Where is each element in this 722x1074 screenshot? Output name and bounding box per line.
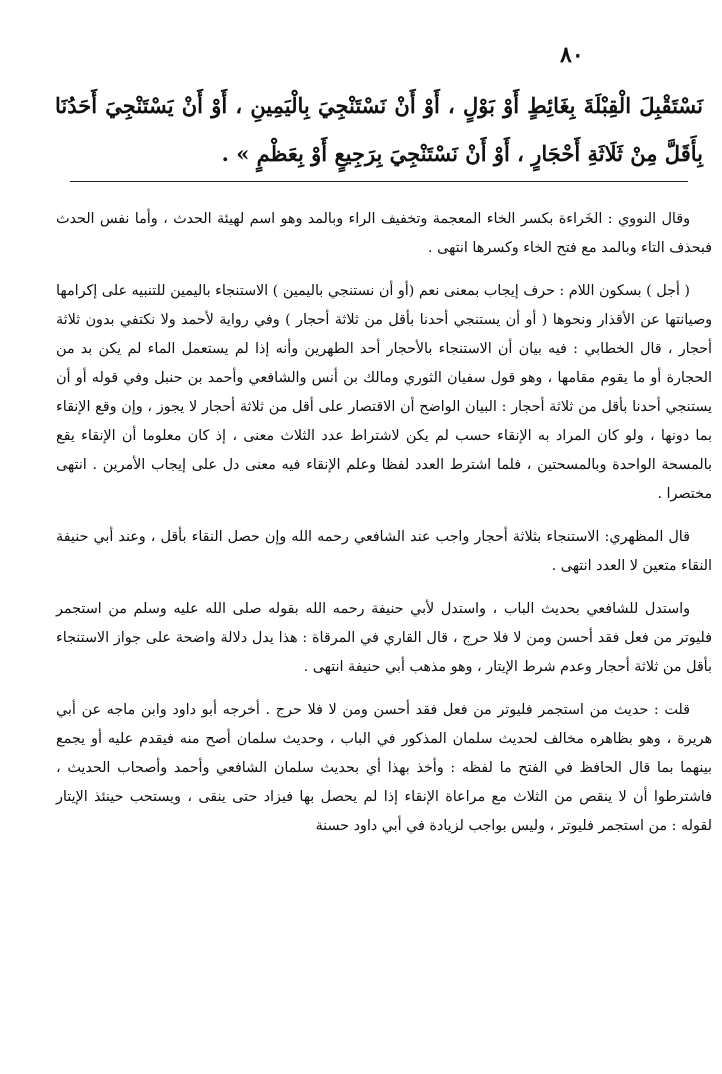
commentary-paragraph: واستدل للشافعي بحديث الباب ، واستدل لأبي حنيفة رحمه الله بقوله صلى الله عليه وسلم من استجمر فليوتر من فعل فقد أحسن ومن لا فلا حرج ، قال القاري في المرقاة : هذا يدل دلالة واضحة على جواز الاستنجاء بأقل من ثلاثة أحجار وعدم شرط الإيتار ، وهو مذهب أبي حنيفة انتهى . <box>56 601 712 675</box>
section-divider <box>70 181 688 182</box>
commentary-body <box>56 205 712 855</box>
hadith-text: نَسْتَقْبِلَ الْقِبْلَةَ بِغَائِطٍ أَوْ بَوْلٍ ، أَوْ أَنْ نَسْتَنْجِيَ بِالْيَمِينِ ، أَوْ أَنْ يَسْتَنْجِيَ أَحَدُنَا بِأَقَلَّ مِنْ ثَلَاثَةِ أَحْجَارٍ ، أَوْ أَنْ نَسْتَنْجِيَ بِرَجِيعٍ أَوْ بِعَظْمٍ » . <box>55 93 703 166</box>
commentary-paragraph: وقال النووي : الخَراءة بكسر الخاء المعجمة وتخفيف الراء وبالمد وهو اسم لهيئة الحدث ، وأما نفس الحدث فبحذف التاء وبالمد مع فتح الخاء وكسرها انتهى . <box>56 211 712 256</box>
page-number: ٨٠ <box>560 42 584 68</box>
commentary-paragraph: قال المظهري: الاستنجاء بثلاثة أحجار واجب عند الشافعي رحمه الله وإن حصل النقاء بأقل ، وعند أبي حنيفة النقاء متعين لا العدد انتهى . <box>56 529 712 574</box>
commentary-paragraph: ( أجل ) بسكون اللام : حرف إيجاب بمعنى نعم (أو أن نستنجي باليمين ) الاستنجاء باليمين للتنبيه على إكرامها وصيانتها عن الأقذار ونحوها ( أو أن يستنجي أحدنا بأقل من ثلاثة أحجار ) وفي رواية لأحمد ولا نكتفي بدون ثلاثة أحجار ، قال الخطابي : فيه بيان أن الاستنجاء بالأحجار أحد الطهرين وأنه إذا لم يستعمل الماء لم يكن بد من الحجارة أو ما يقوم مقامها ، وهو قول سفيان الثوري ومالك بن أنس والشافعي وأحمد بن حنبل وفي قوله أو أن يستنجي أحدنا بأقل من ثلاثة أحجار : البيان الواضح أن الاقتصار على أقل من ثلاثة أحجار لا يجوز ، وإن وقع الإنقاء بما دونها ، ولو كان المراد به الإنقاء حسب لم يكن لاشتراط عدد الثلاث معنى ، إذ كان معلوما أن الإنقاء يقع بالمسحة الواحدة وبالمسحتين ، فلما اشترط العدد لفظا وعلم الإنقاء فيه معنى دل على إيجاب الأمرين . انتهى مختصرا . <box>56 283 712 502</box>
commentary-paragraph: قلت : حديث من استجمر فليوتر من فعل فقد أحسن ومن لا فلا حرج . أخرجه أبو داود وابن ماجه عن أبي هريرة ، وهو بظاهره مخالف لحديث سلمان المذكور في الباب ، وحديث سلمان أصح منه فيقدم عليه أو يجمع بينهما بما قال الحافظ في الفتح ما لفظه : وأخذ بهذا أي بحديث سلمان الشافعي وأحمد وأصحاب الحديث ، فاشترطوا أن لا ينقص من الثلاث مع مراعاة الإنقاء إذا لم يحصل بها فيزاد حتى ينقى ، ويستحب حينئذ الإيتار لقوله : من استجمر فليوتر ، وليس بواجب لزيادة في أبي داود حسنة <box>56 702 712 834</box>
